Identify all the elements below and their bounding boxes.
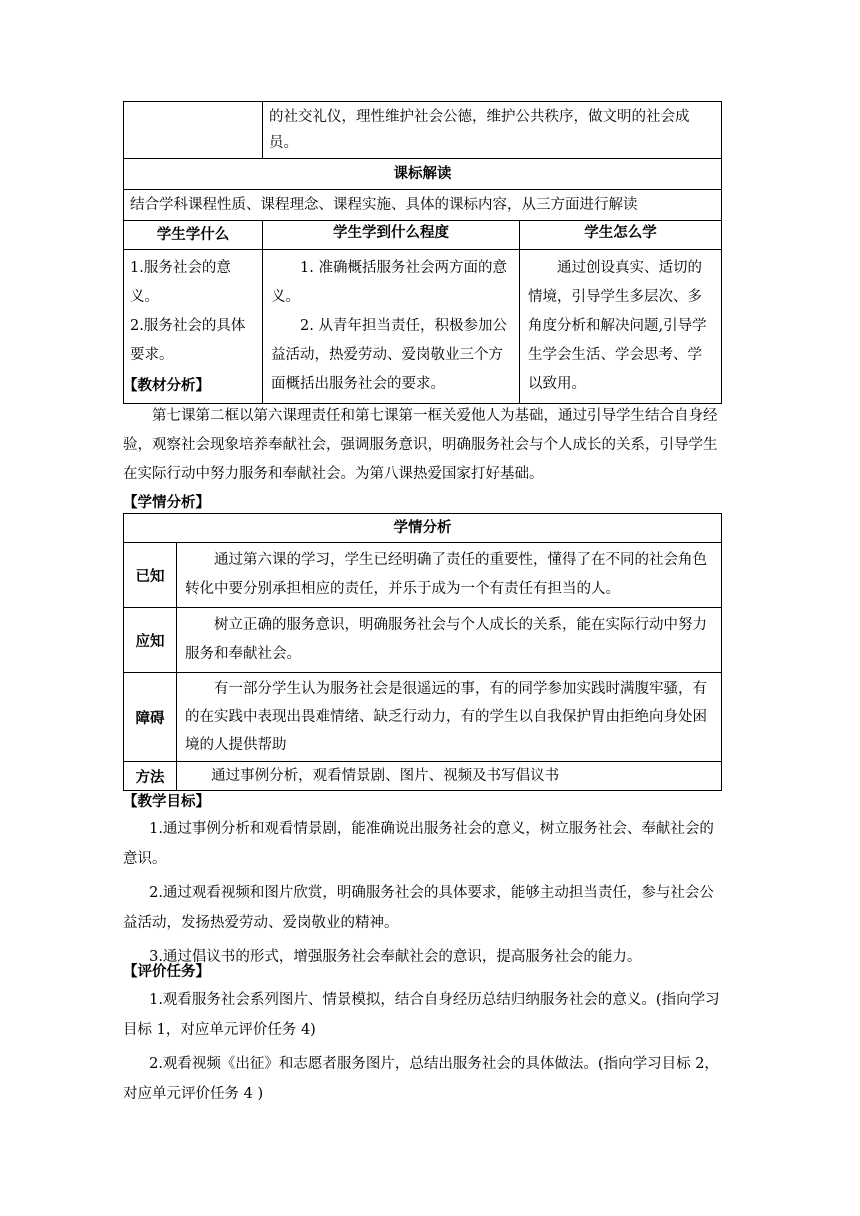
learner-table-title: 学情分析 [124,514,722,543]
row-text-method: 通过事例分析，观看情景剧、图片、视频及书写倡议书 [177,762,722,791]
col-header-level: 学生学到什么程度 [263,221,520,250]
teaching-goals-list [123,814,726,972]
row-text-should-know: 树立正确的服务意识，明确服务社会与个人成长的关系，能在实际行动中努力服务和奉献社会。 [177,608,722,673]
section-title: 课标解读 [124,159,722,190]
col3-cell [520,250,722,404]
task-item: 1.观看服务社会系列图片、情景模拟，结合自身经历总结归纳服务社会的意义。(指向学习目标 1，对应单元评价任务 4) [123,992,720,1038]
goal-item: 1.通过事例分析和观看情景剧，能准确说出服务社会的意义，树立服务社会、奉献社会的意识。 [123,821,714,867]
learner-analysis-heading: 【学情分析】 [123,495,210,511]
table-row [124,159,722,190]
col-header-what: 学生学什么 [124,221,263,250]
row-label-obstacle: 障碍 [124,673,177,762]
row-label-method: 方法 [124,762,177,791]
goal-item: 3.通过倡议书的形式，增强服务社会奉献社会的意识，提高服务社会的能力。 [149,949,642,965]
table-row [124,608,722,673]
task-item: 2.观看视频《出征》和志愿者服务图片，总结出服务社会的具体做法。(指向学习目标 2，对应单元评价任务 4 ) [123,1056,719,1102]
learner-analysis-table [123,513,722,791]
teaching-goals-heading: 【教学目标】 [123,794,210,810]
row-text-obstacle: 有一部分学生认为服务社会是很遥远的事，有的同学参加实践时满腹牢骚，有的在实践中表现出畏难情绪、缺乏行动力，有的学生以自我保护胃由拒绝向身处困境的人提供帮助 [177,673,722,762]
row-label-known: 已知 [124,543,177,608]
col2-item: 2. 从青年担当责任，积极参加公益活动，热爱劳动、爱岗敬业三个方面概括出服务社会的要求。 [271,318,507,392]
col3-text: 通过创设真实、适切的情境，引导学生多层次、多角度分析和解决问题,引导学生学会生活、学会思考、学以致用。 [528,260,707,392]
row-label-should-know: 应知 [124,608,177,673]
col2-item: 1. 准确概括服务社会两方面的意义。 [271,260,507,305]
row-text-known: 通过第六课的学习，学生已经明确了责任的重要性，懂得了在不同的社会角色转化中要分别承担相应的责任，并乐于成为一个有责任有担当的人。 [177,543,722,608]
table-row [124,102,722,159]
evaluation-tasks-list [123,985,726,1109]
table-row [124,190,722,221]
top-row-text: 的社交礼仪，理性维护社会公德，维护公共秩序，做文明的社会成员。 [263,102,722,159]
evaluation-tasks-heading: 【评价任务】 [123,964,210,980]
table-row [124,250,722,404]
textbook-analysis-heading: 【教材分析】 [123,378,210,394]
table-row [124,514,722,543]
table-row [124,543,722,608]
col-header-how: 学生怎么学 [520,221,722,250]
empty-cell [124,102,263,159]
col2-cell [263,250,520,404]
section-intro: 结合学科课程性质、课程理念、课程实施、具体的课标内容，从三方面进行解读 [124,190,722,221]
textbook-analysis-body: 第七课第二框以第六课理责任和第七课第一框关爱他人为基础，通过引导学生结合自身经验，观察社会现象培养奉献社会，强调服务意识，明确服务社会与个人成长的关系，引导学生在实际行动中努力服务和奉献社会。为第八课热爱国家打好基础。 [123,408,718,482]
standards-table [123,101,722,404]
table-row [124,673,722,762]
table-row [124,221,722,250]
goal-item: 2.通过观看视频和图片欣赏，明确服务社会的具体要求，能够主动担当责任，参与社会公益活动，发扬热爱劳动、爱岗敬业的精神。 [123,885,714,931]
table-row [124,762,722,791]
col1-item: 2.服务社会的具体要求。 [130,318,246,363]
col1-item: 1.服务社会的意义。 [130,260,231,305]
